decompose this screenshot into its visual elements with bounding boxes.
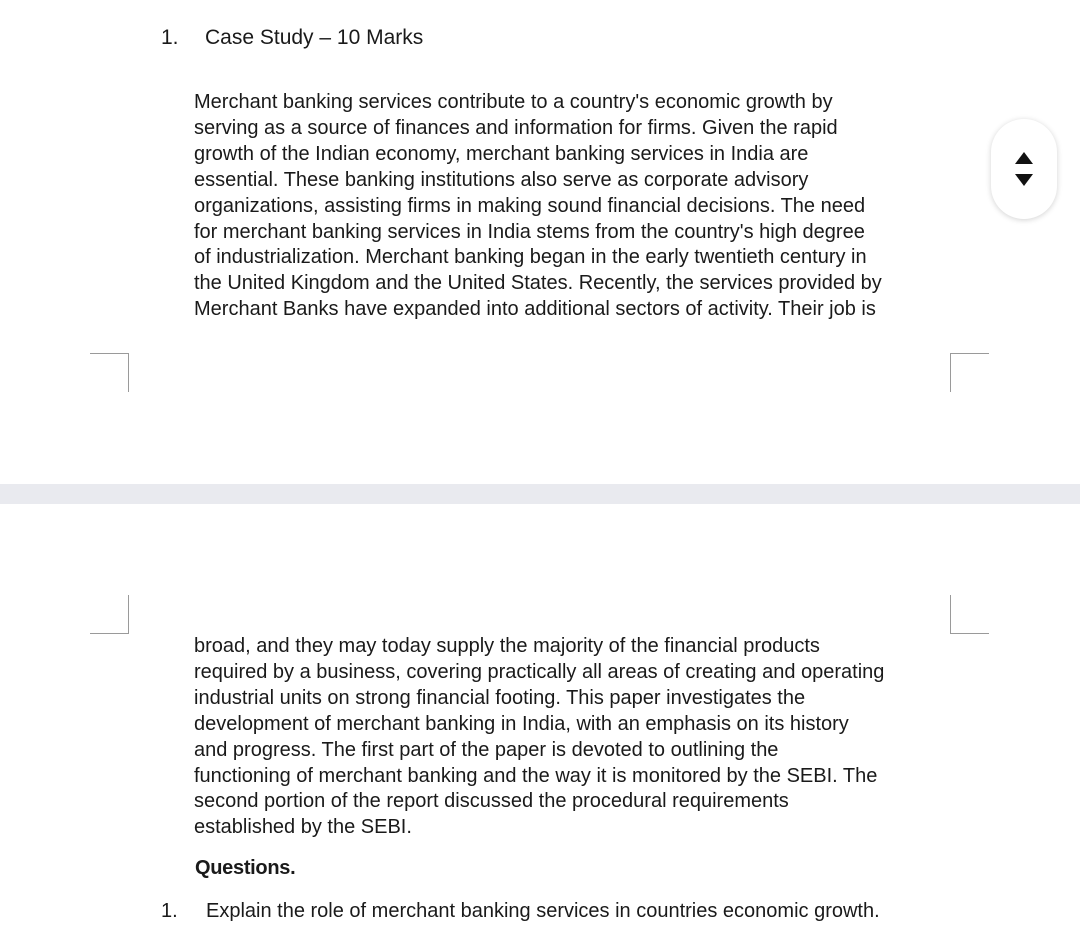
paragraph-line: industrial units on strong financial footing. This paper investigates the — [194, 686, 806, 709]
case-study-paragraph-part-1 — [194, 90, 954, 323]
paragraph-line: organizations, assisting firms in making sound financial decisions. The need — [194, 194, 866, 217]
crop-mark-top-right-page-2 — [950, 595, 989, 634]
paragraph-line: the United Kingdom and the United States. Recently, the services provided by — [194, 272, 882, 295]
paragraph-line: established by the SEBI. — [194, 816, 412, 839]
paragraph-line: serving as a source of finances and information for firms. Given the rapid — [194, 116, 838, 139]
question-item — [161, 898, 880, 924]
crop-mark-bottom-left-page-1 — [90, 353, 129, 392]
paragraph-line: growth of the Indian economy, merchant banking services in India are — [194, 142, 809, 165]
paragraph-line: required by a business, covering practically all areas of creating and operating — [194, 660, 885, 683]
paragraph-line: development of merchant banking in India, with an emphasis on its history — [194, 712, 849, 735]
paragraph-line: Merchant Banks have expanded into additional sectors of activity. Their job is — [194, 298, 876, 321]
case-study-heading — [161, 24, 423, 52]
paragraph-line: second portion of the report discussed the procedural requirements — [194, 790, 789, 813]
heading-title: Case Study – 10 Marks — [205, 26, 424, 49]
page-separator — [0, 484, 1080, 504]
triangle-up-icon — [1013, 150, 1035, 166]
previous-page-button[interactable] — [1009, 147, 1039, 169]
question-text: Explain the role of merchant banking services in countries economic growth. — [206, 900, 880, 922]
questions-label: Questions. — [195, 857, 296, 879]
paragraph-line: essential. These banking institutions also serve as corporate advisory — [194, 168, 809, 191]
paragraph-line: for merchant banking services in India stems from the country's high degree — [194, 220, 865, 243]
next-page-button[interactable] — [1009, 169, 1039, 191]
paragraph-line: of industrialization. Merchant banking began in the early twentieth century in — [194, 246, 867, 269]
question-number: 1. — [161, 900, 178, 922]
page-navigator — [991, 119, 1057, 219]
triangle-down-icon — [1013, 172, 1035, 188]
paragraph-line: and progress. The first part of the paper is devoted to outlining the — [194, 738, 779, 761]
paragraph-line: broad, and they may today supply the majority of the financial products — [194, 635, 820, 657]
crop-mark-bottom-right-page-1 — [950, 353, 989, 392]
heading-number: 1. — [161, 26, 179, 49]
crop-mark-top-left-page-2 — [90, 595, 129, 634]
case-study-paragraph-part-2 — [194, 634, 954, 841]
paragraph-line: Merchant banking services contribute to a country's economic growth by — [194, 91, 833, 113]
paragraph-line: functioning of merchant banking and the way it is monitored by the SEBI. The — [194, 764, 878, 787]
